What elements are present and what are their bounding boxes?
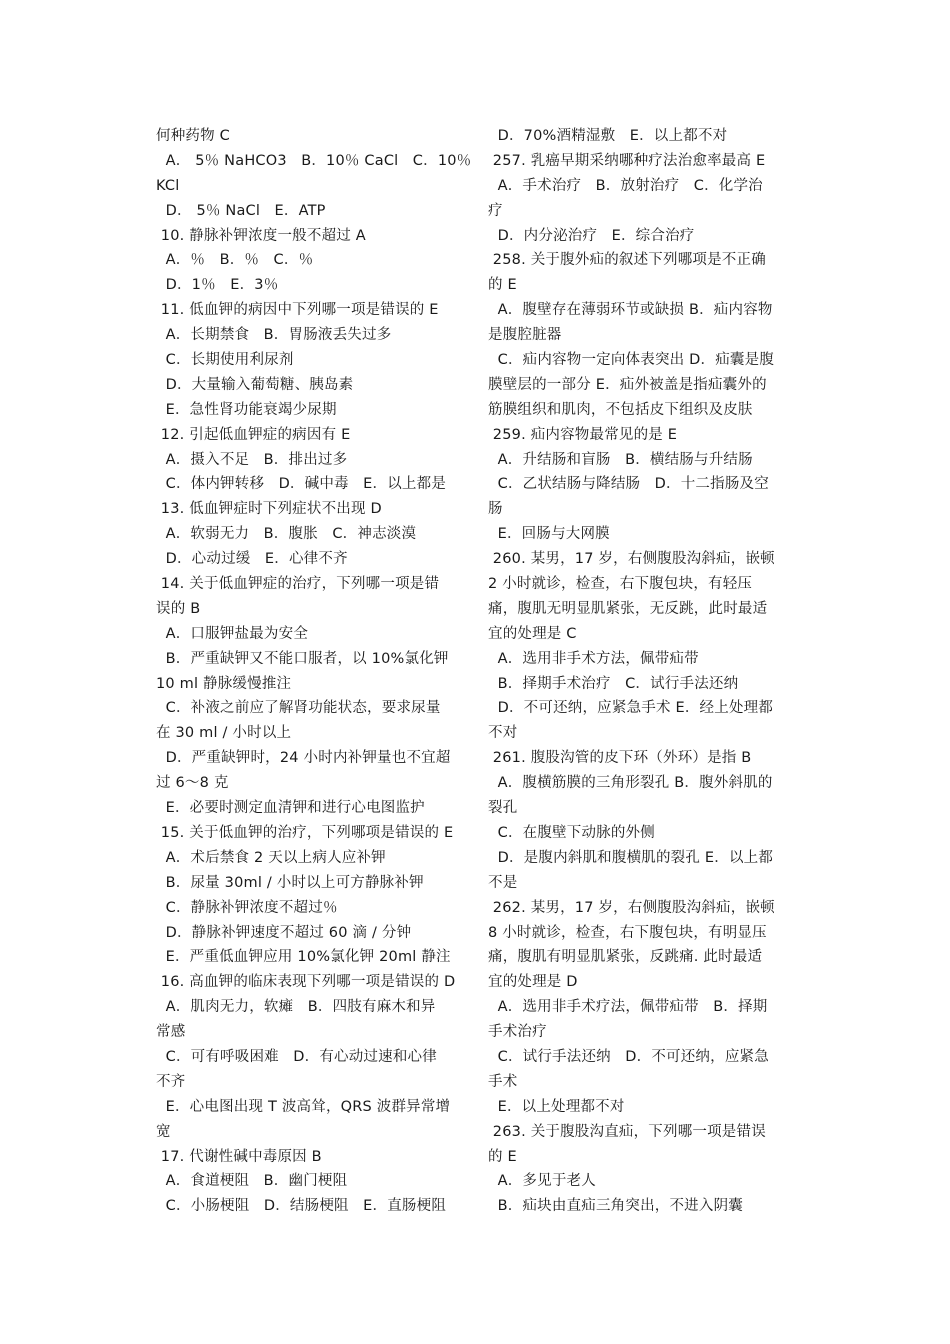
right-text-line: 宜的处理是 C bbox=[488, 625, 577, 642]
right-text-line: C．疝内容物一定向体表突出 D．疝囊是腹 bbox=[488, 352, 775, 369]
left-text-line: 在 30 ml / 小时以上 bbox=[156, 725, 292, 742]
left-text-line: 16. 高血钾的临床表现下列哪一项是错误的 D bbox=[156, 974, 456, 991]
right-text-line: 257. 乳癌早期采纳哪种疗法治愈率最高 E bbox=[488, 152, 766, 169]
left-text-line: E．严重低血钾应用 10%氯化钾 20ml 静注 bbox=[156, 949, 451, 966]
left-text-line: C．长期使用利尿剂 bbox=[156, 352, 294, 369]
left-text-line: 12. 引起低血钾症的病因有 E bbox=[156, 426, 351, 443]
right-text-line: C．在腹壁下动脉的外侧 bbox=[488, 824, 655, 841]
right-text-line: A．手术治疗 B．放射治疗 C．化学治 bbox=[488, 177, 763, 194]
left-text-line: 10. 静脉补钾浓度一般不超过 A bbox=[156, 227, 366, 244]
right-text-line: A．升结肠和盲肠 B．横结肠与升结肠 bbox=[488, 451, 753, 468]
right-text-line: 宜的处理是 D bbox=[488, 974, 578, 991]
right-text-line: B．择期手术治疗 C．试行手法还纳 bbox=[488, 675, 739, 692]
right-text-line: D．内分泌治疗 E．综合治疗 bbox=[488, 227, 695, 244]
left-text-line: 不齐 bbox=[156, 1073, 186, 1090]
left-text-line: C．补液之前应了解肾功能状态，要求尿量 bbox=[156, 700, 441, 717]
right-text-line: 膜壁层的一部分 E．疝外被盖是指疝囊外的 bbox=[488, 376, 767, 393]
right-text-line: 手术治疗 bbox=[488, 1024, 547, 1041]
right-text-line: 筋膜组织和肌肉，不包括皮下组织及皮肤 bbox=[488, 401, 753, 418]
right-text-line: E．回肠与大网膜 bbox=[488, 526, 610, 543]
right-text-line: D．是腹内斜肌和腹横肌的裂孔 E．以上都 bbox=[488, 849, 774, 866]
right-text-line: A．多见于老人 bbox=[488, 1173, 596, 1190]
left-text-line: 14. 关于低血钾症的治疗，下列哪一项是错 bbox=[156, 576, 440, 593]
right-text-line: A．腹横筋膜的三角形裂孔 B．腹外斜肌的 bbox=[488, 775, 773, 792]
left-text-line: 13. 低血钾症时下列症状不出现 D bbox=[156, 501, 382, 518]
left-text-line: B．严重缺钾又不能口服者，以 10%氯化钾 bbox=[156, 650, 449, 667]
right-text-line: A．选用非手术方法，佩带疝带 bbox=[488, 650, 699, 667]
right-text-line: 痛，腹肌无明显肌紧张，无反跳，此时最适 bbox=[488, 600, 768, 617]
right-text-line: A．选用非手术疗法，佩带疝带 B．择期 bbox=[488, 999, 768, 1016]
left-text-line: 误的 B bbox=[156, 600, 201, 617]
right-text-line: C．试行手法还纳 D．不可还纳，应紧急 bbox=[488, 1048, 769, 1065]
right-text-line: E．以上处理都不对 bbox=[488, 1098, 625, 1115]
left-text-line: A．％ B．％ C．％ bbox=[156, 252, 314, 269]
left-text-line: D．大量输入葡萄糖、胰岛素 bbox=[156, 376, 354, 393]
left-text-line: A．长期禁食 B．胃肠液丢失过多 bbox=[156, 327, 392, 344]
left-text-line: D．严重缺钾时，24 小时内补钾量也不宜超 bbox=[156, 750, 451, 767]
right-text-line: B．疝块由直疝三角突出，不进入阴囊 bbox=[488, 1198, 743, 1215]
left-text-line: A．口服钾盐最为安全 bbox=[156, 625, 309, 642]
left-text-line: A．术后禁食 2 天以上病人应补钾 bbox=[156, 849, 386, 866]
left-text-line: 10 ml 静脉缓慢推注 bbox=[156, 675, 292, 692]
right-text-line: D．70%酒精湿敷 E．以上都不对 bbox=[488, 128, 728, 144]
left-text-line: 宽 bbox=[156, 1123, 171, 1140]
right-text-line: 的 E bbox=[488, 277, 517, 294]
right-text-line: 疗 bbox=[488, 202, 503, 219]
left-text-line: B．尿量 30ml / 小时以上可方静脉补钾 bbox=[156, 874, 424, 891]
left-text-line: 过 6～8 克 bbox=[156, 775, 229, 792]
right-text-line: 262. 某男，17 岁，右侧腹股沟斜疝，嵌顿 bbox=[488, 899, 775, 916]
left-text-line: D．静脉补钾速度不超过 60 滴 / 分钟 bbox=[156, 924, 412, 941]
left-text-line: A．食道梗阻 B．幽门梗阻 bbox=[156, 1173, 348, 1190]
left-text-line: E．急性肾功能衰竭少尿期 bbox=[156, 401, 337, 418]
right-text-line: 裂孔 bbox=[488, 800, 518, 817]
right-text-line: 的 E bbox=[488, 1148, 517, 1165]
left-text-line: D．1％ E．3％ bbox=[156, 277, 279, 294]
left-text-line: 15. 关于低血钾的治疗，下列哪项是错误的 E bbox=[156, 824, 454, 841]
right-text-line: 肠 bbox=[488, 501, 503, 518]
right-text-line: 261. 腹股沟管的皮下环（外环）是指 B bbox=[488, 750, 752, 767]
left-text-line: C．体内钾转移 D．碱中毒 E．以上都是 bbox=[156, 476, 447, 493]
left-text-line: C．可有呼吸困难 D．有心动过速和心律 bbox=[156, 1048, 437, 1065]
left-text-line: 何种药物 C bbox=[156, 128, 230, 144]
left-text-line: D．心动过缓 E．心律不齐 bbox=[156, 551, 348, 568]
right-text-line: A．腹壁存在薄弱环节或缺损 B．疝内容物 bbox=[488, 302, 773, 319]
left-text-line: 常感 bbox=[156, 1024, 186, 1041]
left-text-line: C．静脉补钾浓度不超过％ bbox=[156, 899, 338, 916]
right-text-line: D．不可还纳，应紧急手术 E．经上处理都 bbox=[488, 700, 774, 717]
right-text-line: 不对 bbox=[488, 725, 518, 742]
left-text-line: A．软弱无力 B．腹胀 C．神志淡漠 bbox=[156, 526, 417, 543]
left-text-line: E．心电图出现 T 波高耸，QRS 波群异常增 bbox=[156, 1098, 451, 1115]
right-text-line: 手术 bbox=[488, 1073, 518, 1090]
left-text-line: E．必要时测定血清钾和进行心电图监护 bbox=[156, 800, 425, 817]
right-text-line: 痛，腹肌有明显肌紧张，反跳痛. 此时最适 bbox=[488, 949, 763, 966]
right-text-line: 260. 某男，17 岁，右侧腹股沟斜疝，嵌顿 bbox=[488, 551, 775, 568]
left-text-line: A． 5％ NaHCO3 B．10％ CaCl C．10％ bbox=[156, 152, 472, 169]
right-text-line: 258. 关于腹外疝的叙述下列哪项是不正确 bbox=[488, 252, 766, 269]
left-text-line: 11. 低血钾的病因中下列哪一项是错误的 E bbox=[156, 302, 439, 319]
right-text-line: C．乙状结肠与降结肠 D．十二指肠及空 bbox=[488, 476, 769, 493]
left-text-line: D． 5％ NaCl E．ATP bbox=[156, 202, 326, 219]
left-column bbox=[156, 124, 472, 1219]
left-text-line: KCl bbox=[156, 177, 180, 194]
right-text-line: 不是 bbox=[488, 874, 518, 891]
left-text-line: 17. 代谢性碱中毒原因 B bbox=[156, 1148, 322, 1165]
right-text-line: 2 小时就诊，检查，右下腹包块，有轻压 bbox=[488, 576, 753, 593]
left-text-line: A．肌肉无力，软瘫 B．四肢有麻木和异 bbox=[156, 999, 436, 1016]
right-text-line: 8 小时就诊，检查，右下腹包块，有明显压 bbox=[488, 924, 767, 941]
right-column bbox=[488, 124, 794, 1219]
right-text-line: 263. 关于腹股沟直疝，下列哪一项是错误 bbox=[488, 1123, 766, 1140]
left-text-line: A．摄入不足 B．排出过多 bbox=[156, 451, 348, 468]
left-text-line: C．小肠梗阻 D．结肠梗阻 E．直肠梗阻 bbox=[156, 1198, 447, 1215]
right-text-line: 259. 疝内容物最常见的是 E bbox=[488, 426, 678, 443]
right-text-line: 是腹腔脏器 bbox=[488, 327, 562, 344]
